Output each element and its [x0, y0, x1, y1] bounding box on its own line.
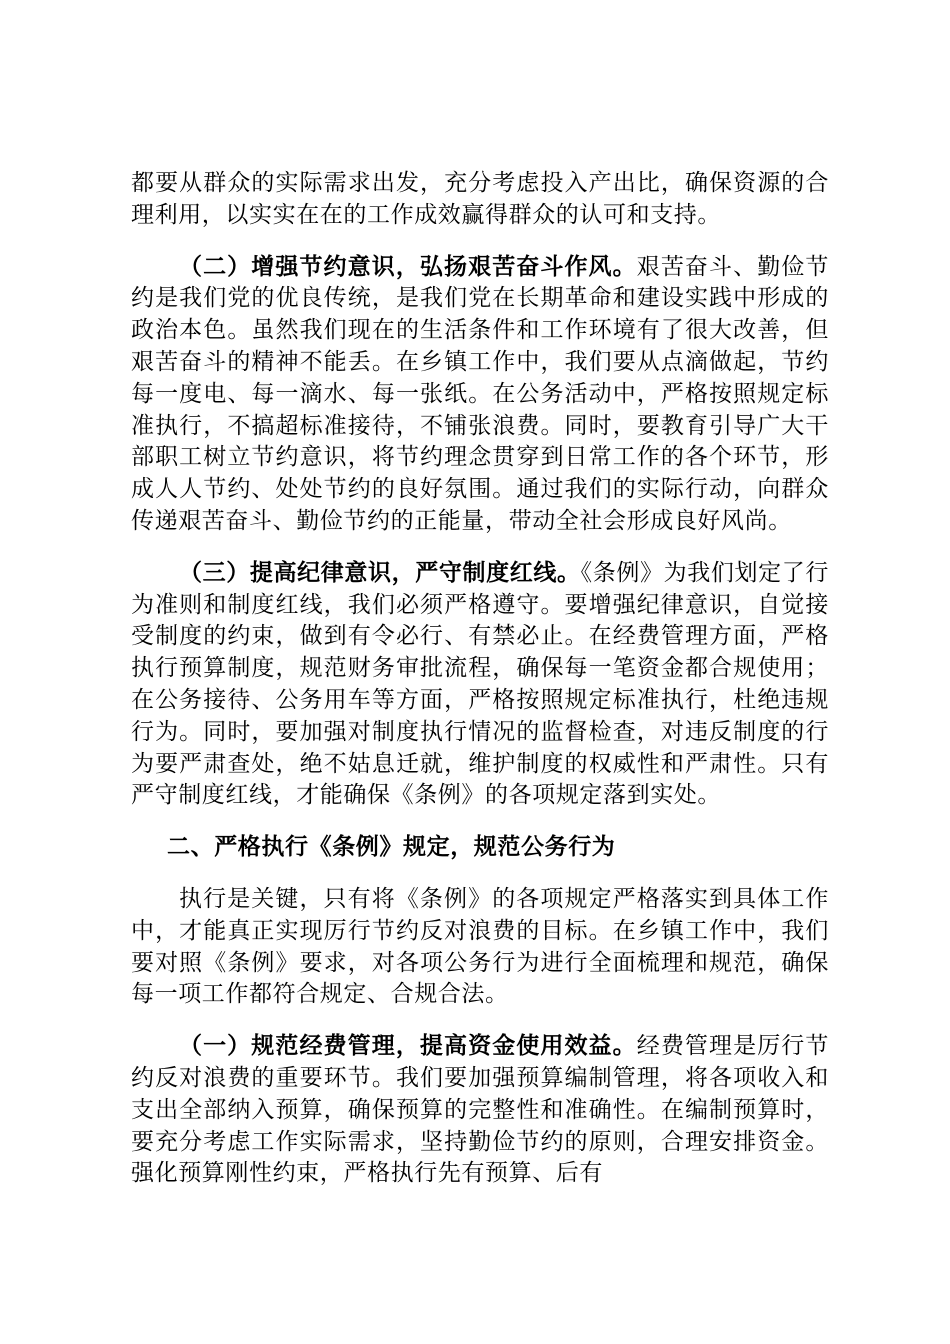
paragraph-text: 都要从群众的实际需求出发，充分考虑投入产出比，确保资源的合理利用，以实实在在的工作成效赢得群众的认可和支持。 — [131, 170, 829, 228]
paragraph-discipline-awareness — [131, 558, 829, 812]
paragraph-title: （三）提高纪律意识，严守制度红线。 — [179, 559, 581, 586]
paragraph-text: 执行是关键，只有将《条例》的各项规定严格落实到具体工作中，才能真正实现厉行节约反对浪费的目标。在乡镇工作中，我们要对照《条例》要求，对各项公务行为进行全面梳理和规范，确保每一项工作都符合规定、合规合法。 — [131, 885, 829, 1008]
section-heading: 二、严格执行《条例》规定，规范公务行为 — [167, 834, 616, 861]
paragraph-text: 《条例》为我们划定了行为准则和制度红线，我们必须严格遵守。要增强纪律意识，自觉接受制度的约束，做到有令必行、有禁必止。在经费管理方面，严格执行预算制度，规范财务审批流程，确保每一笔资金都合规使用；在公务接待、公务用车等方面，严格按照规定标准执行，杜绝违规行为。同时，要加强对制度执行情况的监督检查，对违反制度的行为要严肃查处，绝不姑息迁就，维护制度的权威性和严肃性。只有严守制度红线，才能确保《条例》的各项规定落到实处。 — [131, 559, 829, 809]
paragraph-text: 艰苦奋斗、勤俭节约是我们党的优良传统，是我们党在长期革命和建设实践中形成的政治本色。虽然我们现在的生活条件和工作环境有了很大改善，但艰苦奋斗的精神不能丢。在乡镇工作中，我们要从点滴做起，节约每一度电、每一滴水、每一张纸。在公务活动中，严格按照规定标准执行，不搞超标准接待，不铺张浪费。同时，要教育引导广大干部职工树立节约意识，将节约理念贯穿到日常工作的各个环节，形成人人节约、处处节约的良好氛围。通过我们的实际行动，向群众传递艰苦奋斗、勤俭节约的正能量，带动全社会形成良好风尚。 — [131, 253, 829, 534]
document-page — [131, 168, 829, 1190]
paragraph-fund-management — [131, 1031, 829, 1190]
paragraph-title: （二）增强节约意识，弘扬艰苦奋斗作风。 — [179, 253, 637, 280]
paragraph-text: 经费管理是厉行节约反对浪费的重要环节。我们要加强预算编制管理，将各项收入和支出全部纳入预算，确保预算的完整性和准确性。在编制预算时，要充分考虑工作实际需求，坚持勤俭节约的原则，合理安排资金。强化预算刚性约束，严格执行先有预算、后有 — [131, 1033, 829, 1187]
paragraph-execution — [131, 884, 829, 1011]
paragraph-title: （一）规范经费管理，提高资金使用效益。 — [179, 1033, 637, 1060]
paragraph-saving-awareness — [131, 252, 829, 538]
paragraph-continuation — [131, 168, 829, 232]
